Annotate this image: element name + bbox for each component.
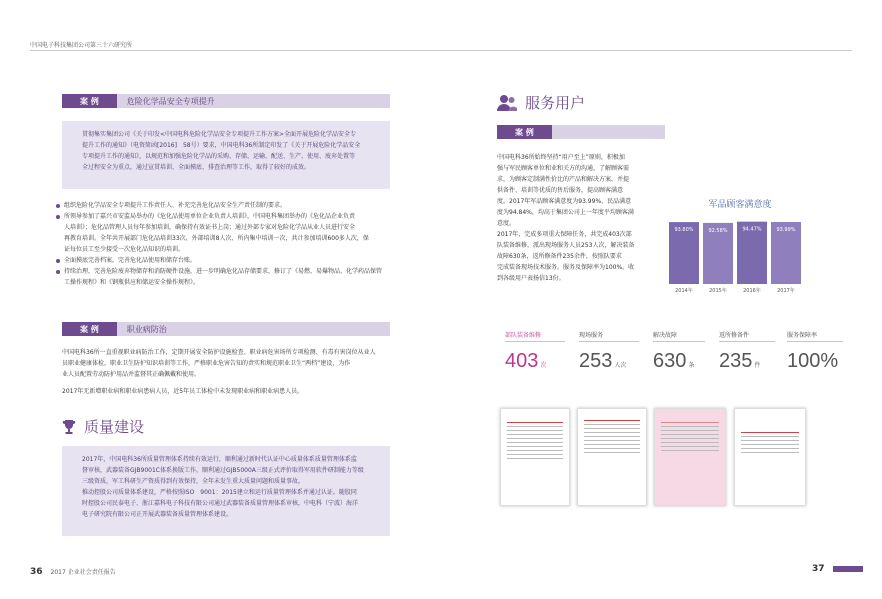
stat-label: 返所修备件	[719, 330, 775, 342]
satisfaction-chart	[665, 212, 815, 298]
footer-report-label: 2017 企业社会责任报告	[50, 569, 116, 576]
case1-line: 提升工作的通知》（电资简函[2016] 58号）要求，中国电科36所制定印发了《关于开展危险化学品安全	[82, 142, 361, 149]
quality-box	[62, 446, 390, 536]
case1-tag: 案 例	[62, 94, 117, 108]
service-line: 求，为顾客定制满性价比的产品和解决方案，并提	[497, 176, 630, 183]
stats-row	[505, 330, 849, 373]
case2-tag-bar	[62, 322, 390, 336]
stat-label: 部队装备维修	[505, 330, 565, 342]
stat-label: 解决故障	[653, 330, 705, 342]
stat-value: 403	[505, 350, 539, 372]
quality-line: 督审核，武器装备GJB9001C体系换版工作，顺利通过GJB5000A三级正式评价取得军用软件研制能力等级	[82, 467, 364, 474]
service-line: 度为94.84%，均高于集团公司上一年度平均顾客满	[497, 209, 634, 216]
header-divider	[30, 50, 852, 51]
quality-line: 电子研究院有限公司正开展武器装备质量管理体系建设。	[82, 511, 233, 518]
bullet-item: 全面摸底完善档案，完善危化品使用和储存台账。	[56, 255, 390, 266]
case2-line: 2017年无新增职业病和职业病患病人员，近5年员工体检中未发现职业病和职业病患人员。	[62, 388, 304, 395]
quality-line: 推动控股公司质量体系建设，严格按照ISO 9001：2015建立和运行质量管理体系并通过认证。随股同	[82, 489, 357, 496]
chart-title: 军品顾客满意度	[708, 200, 772, 210]
bullet-item: 持续治理，完善危险废弃物储存和消防硬件设施，进一步明确危化品存储要求，修订了《易燃、易爆物品、化学药品保管	[56, 266, 390, 277]
case1-line: 全过程安全为重点，通过宣贯培训、全面摸底、排查治理等工作，取得了较好的成效。	[82, 164, 311, 171]
page-number-left: 36	[30, 567, 43, 577]
letter-thumbnail	[500, 408, 570, 506]
users-icon	[497, 94, 517, 112]
bullet-cont: 证每位员工至少接受一次危化品知识的培训。	[64, 246, 185, 253]
chart-category-label: 2017年	[777, 288, 795, 294]
case2-line: 中国电科36所一直重视职业病防治工作，定期开展安全防护设施检查、职业病危害场所专项检测、有毒有害岗位从业人	[62, 349, 376, 356]
chart-category-label: 2015年	[709, 288, 727, 294]
letter-thumbnail	[734, 408, 806, 506]
case1-box	[62, 121, 390, 189]
case2-title: 职业病防治	[117, 322, 390, 336]
quality-heading	[62, 416, 144, 437]
service-line: 供备件、培训等优质的售后服务，提高顾客满意	[497, 187, 624, 194]
case2-text	[62, 347, 392, 397]
service-line: 强与军民顾客单位和业和关方的沟通，了解顾客需	[497, 165, 630, 172]
trophy-icon	[62, 419, 76, 435]
case1-tag-bar	[62, 94, 390, 108]
quality-title: 质量建设	[84, 418, 145, 436]
left-footer	[30, 567, 116, 577]
service-line: 意度。	[497, 220, 516, 227]
service-line: 完成装备现场技术服务，服务及保障率为100%。收	[497, 264, 635, 271]
service-line: 故障630条，返所修备件235余件，按照队要求	[497, 253, 622, 260]
stat-unit: 人次	[614, 362, 627, 369]
stat-unit: 条	[688, 362, 695, 369]
chart-category-label: 2016年	[743, 288, 761, 294]
stat-label: 服务保障率	[787, 330, 843, 342]
quality-line: 2017年，中国电科36所质量管理体系持续有效运行，顺利通过新时代认证中心质量体系质量管理体系监	[82, 456, 357, 463]
letter-thumbnail	[654, 408, 726, 506]
stat-unit: 件	[754, 362, 761, 369]
service-text	[497, 152, 667, 284]
chart-data-label: 94.47%	[742, 226, 762, 233]
service-tag-fill	[552, 125, 665, 139]
bullet-cont: 工操作规程》和《钢瓶供应和储运安全操作规程》。	[64, 279, 200, 286]
right-footer	[812, 564, 863, 574]
case1-line: 贯彻集实集团公司《关于印发<中国电科危险化学品安全专项提升工作方案>全面开展危险化学品安全专	[82, 131, 357, 138]
running-title: 中国电子科技集团公司第三十六研究所	[30, 42, 133, 49]
bullet-list	[56, 200, 390, 308]
case2-tag: 案 例	[62, 322, 117, 336]
quality-line: 三级资质，军工科研生产资质得到有效保持，全年未发生重大质量问题和质量事故。	[82, 478, 305, 485]
case2-line: 业人员配置劳动防护用品并监督其正确佩戴和使用。	[62, 371, 201, 378]
bullet-cont: 再教育培训。全年共开展部门危化品培训33次、外部培训8人次、所内集中培训一次，共计参加培训600多人次，保	[64, 235, 369, 242]
chart-category-label: 2014年	[675, 288, 693, 294]
service-title: 服务用户	[525, 94, 586, 112]
chart-data-label: 92.58%	[708, 227, 728, 234]
quality-line: 时控股公司民泰电子、浙江嘉科电子科技有限公司通过武器装备质量管理体系审核，中电科（宁波）海洋	[82, 500, 359, 507]
chart-data-label: 93.99%	[776, 226, 796, 233]
stat-value: 100%	[787, 350, 839, 372]
stat-faults	[653, 330, 713, 373]
stat-value: 253	[579, 350, 613, 372]
service-line: 度。2017年军品顾客满意度为93.99%，民品满意	[497, 198, 632, 205]
service-heading	[497, 92, 585, 113]
service-line: 队装备维修，派出现场服务人员253人次，解决装备	[497, 242, 635, 249]
letter-thumbnail	[577, 408, 647, 506]
stat-rate	[787, 330, 849, 373]
footer-accent-bar	[833, 566, 863, 572]
case1-line: 专项提升工作的通知》，以规范和加强危险化学品的采购、存储、运输、配送、生产、使用、废弃处置等	[82, 153, 356, 160]
stat-repair	[505, 330, 573, 373]
stat-value: 235	[719, 350, 753, 372]
stat-parts	[719, 330, 781, 373]
bullet-cont: 人培训》；危化品管理人员每年参加培训，确保持有效证书上岗；通过外部专家对危险化学品从业人员进行安全	[64, 224, 356, 231]
service-line: 2017年，完成多项重大保障任务，共完成403次部	[497, 231, 632, 238]
case1-title: 危险化学品安全专项提升	[117, 94, 390, 108]
service-tag: 案 例	[497, 125, 552, 139]
chart-data-label: 93.80%	[674, 227, 694, 234]
service-line: 到各级用户表扬信13份。	[497, 275, 565, 282]
stat-onsite	[579, 330, 647, 373]
page-number-right: 37	[812, 564, 825, 574]
stat-label: 现场服务	[579, 330, 639, 342]
service-line: 中国电科36所始终坚持“用户至上”原则，积极加	[497, 154, 625, 161]
case2-line: 员职业健康体检，职业卫生防护知识培训等工作，严格职业危害告知的责实和规范职业卫生“两档”建设，为作	[62, 360, 351, 367]
service-tag-bar	[497, 125, 665, 139]
bullet-item: 组织危险化学品安全专项提升工作责任人、补充完善危化品安全生产责任制的要求。	[56, 200, 390, 211]
stat-value: 630	[653, 350, 687, 372]
bullet-item: 所领导参加了嘉兴市安监局举办的《危化品使用单位企业负责人培训》，中国电科集团举办的《危化品企业负责	[56, 211, 390, 222]
stat-unit: 次	[540, 362, 547, 369]
